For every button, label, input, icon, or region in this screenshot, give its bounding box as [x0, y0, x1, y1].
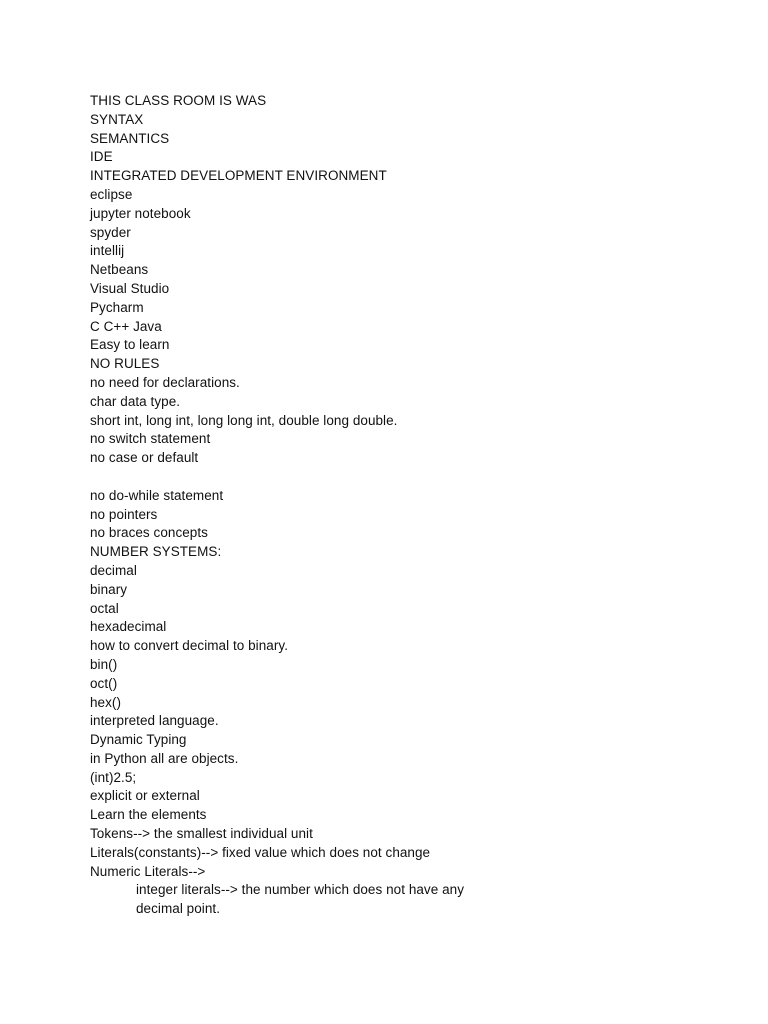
text-line: interpreted language.: [90, 713, 219, 729]
text-line: jupyter notebook: [90, 205, 191, 221]
text-line: eclipse: [90, 186, 133, 202]
text-line: decimal point.: [136, 901, 220, 917]
text-line: decimal: [90, 562, 137, 578]
text-line: Learn the elements: [90, 807, 207, 823]
text-line: binary: [90, 581, 128, 597]
text-line: Pycharm: [90, 299, 144, 315]
text-line: short int, long int, long long int, double long double.: [90, 412, 398, 428]
text-line: THIS CLASS ROOM IS WAS: [90, 93, 267, 108]
text-line: IDE: [90, 149, 113, 165]
text-line: in Python all are objects.: [90, 750, 239, 766]
text-line: SYNTAX: [90, 111, 144, 127]
notes-text-body: [90, 92, 710, 919]
text-line: no do-while statement: [90, 487, 224, 503]
text-line: NO RULES: [90, 356, 160, 372]
blank-line: [90, 468, 710, 487]
text-line: bin(): [90, 656, 118, 672]
text-line: no case or default: [90, 450, 199, 466]
text-line: Literals(constants)--> fixed value which does not change: [90, 844, 431, 860]
text-line: Easy to learn: [90, 337, 170, 353]
text-line: SEMANTICS: [90, 130, 170, 146]
text-line: no braces concepts: [90, 525, 208, 541]
text-line: Dynamic Typing: [90, 732, 187, 748]
text-line: Numeric Literals-->: [90, 863, 206, 879]
text-line: spyder: [90, 224, 131, 240]
text-line: char data type.: [90, 393, 181, 409]
text-line: integer literals--> the number which does not have any: [136, 882, 465, 898]
text-line: Netbeans: [90, 262, 149, 278]
text-line: INTEGRATED DEVELOPMENT ENVIRONMENT: [90, 168, 387, 184]
text-line: oct(): [90, 675, 118, 691]
text-line: intellij: [90, 243, 125, 259]
text-line: hex(): [90, 694, 122, 710]
text-line: hexadecimal: [90, 619, 167, 635]
text-line: Visual Studio: [90, 280, 170, 296]
text-line: Tokens--> the smallest individual unit: [90, 826, 313, 842]
text-line: no need for declarations.: [90, 374, 240, 390]
text-line: C C++ Java: [90, 318, 162, 334]
text-line: how to convert decimal to binary.: [90, 638, 288, 654]
text-line: explicit or external: [90, 788, 200, 804]
text-line: NUMBER SYSTEMS:: [90, 544, 222, 560]
text-line: octal: [90, 600, 119, 616]
text-line: no pointers: [90, 506, 158, 522]
text-line: no switch statement: [90, 431, 211, 447]
text-line: (int)2.5;: [90, 769, 137, 785]
